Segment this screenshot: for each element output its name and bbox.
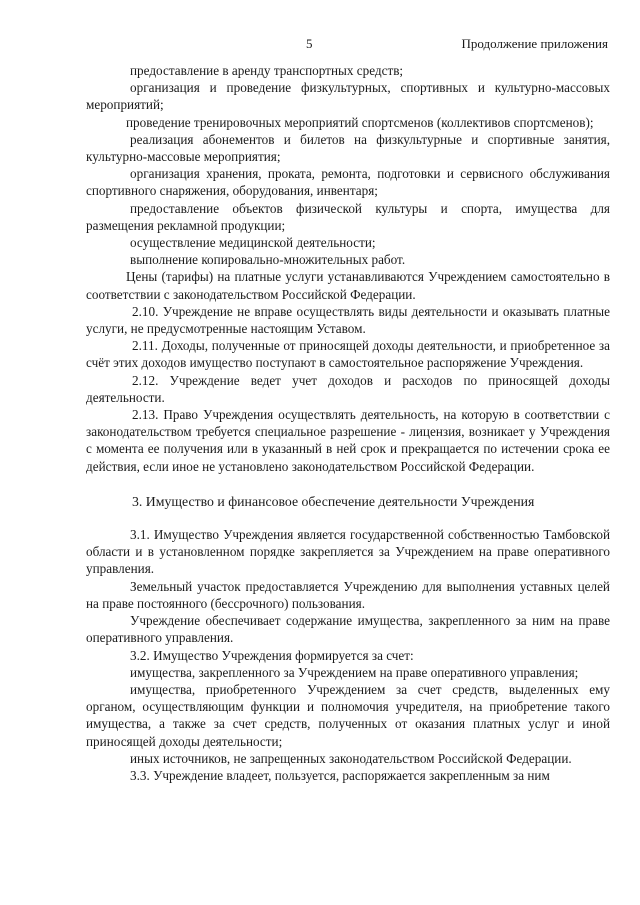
paragraph: 2.13. Право Учреждения осуществлять деятельность, на которую в соответствии с законодательством требуется специальное разрешение - лицензия, возникает у Учреждения с момента ее получения или в указанный в ней срок и прекращается по истечении срока ее действия, если иное не установлено законодательством Российской Федерации.: [86, 407, 610, 474]
paragraph: иных источников, не запрещенных законодательством Российской Федерации.: [130, 750, 572, 766]
section-heading: 3. Имущество и финансовое обеспечение деятельности Учреждения: [132, 493, 535, 509]
paragraph: организация хранения, проката, ремонта, подготовки и сервисного обслуживания спортивного снаряжения, оборудования, инвентаря;: [86, 166, 610, 199]
paragraph: предоставление в аренду транспортных средств;: [130, 63, 404, 78]
paragraph: осуществление медицинской деятельности;: [130, 235, 376, 251]
paragraph: имущества, закрепленного за Учреждением на праве оперативного управления;: [130, 664, 579, 680]
paragraph: предоставление объектов физической культуры и спорта, имущества для размещения рекламной продукции;: [86, 200, 610, 233]
paragraph: реализация абонементов и билетов на физкультурные и спортивные занятия, культурно-массовые мероприятия;: [86, 131, 610, 165]
paragraph: 3.1. Имущество Учреждения является государственной собственностью Тамбовской области и в установленном порядке закрепляется за Учреждением на праве оперативного управления.: [86, 527, 610, 577]
page-number: 5: [306, 36, 313, 51]
paragraph: Земельный участок предоставляется Учреждению для выполнения уставных целей на праве постоянного (бессрочного) пользования.: [86, 578, 610, 611]
paragraph: Учреждение обеспечивает содержание имущества, закрепленного за ним на праве оперативного управления.: [86, 613, 610, 646]
paragraph: 2.11. Доходы, полученные от приносящей доходы деятельности, и приобретенное за счёт этих доходов имущество поступают в самостоятельное распоряжение Учреждения.: [86, 338, 610, 371]
paragraph: 2.12. Учреждение ведет учет доходов и расходов по приносящей доходы деятельности.: [86, 372, 610, 405]
paragraph: выполнение копировально-множительных работ.: [130, 252, 406, 268]
paragraph: 3.3. Учреждение владеет, пользуется, распоряжается закрепленным за ним: [130, 767, 550, 783]
paragraph: 2.10. Учреждение не вправе осуществлять виды деятельности и оказывать платные услуги, не предусмотренные настоящим Уставом.: [86, 303, 610, 337]
paragraph: Цены (тарифы) на платные услуги устанавливаются Учреждением самостоятельно в соответствии с законодательством Российской Федерации.: [86, 269, 610, 302]
paragraph: имущества, приобретенного Учреждением за счет средств, выделенных ему органом, осуществляющим функции и полномочия учредителя, на приобретение такого имущества, а также за счет средств, полученных от оказания платных услуг и иной приносящей доходы деятельности;: [86, 681, 610, 749]
paragraph: проведение тренировочных мероприятий спортсменов (коллективов спортсменов);: [126, 114, 594, 130]
paragraph: организация и проведение физкультурных, спортивных и культурно-массовых мероприятий;: [86, 80, 610, 113]
paragraph: 3.2. Имущество Учреждения формируется за счет:: [130, 647, 414, 663]
document-body: [86, 62, 610, 784]
header-continuation: Продолжение приложения: [461, 36, 608, 51]
